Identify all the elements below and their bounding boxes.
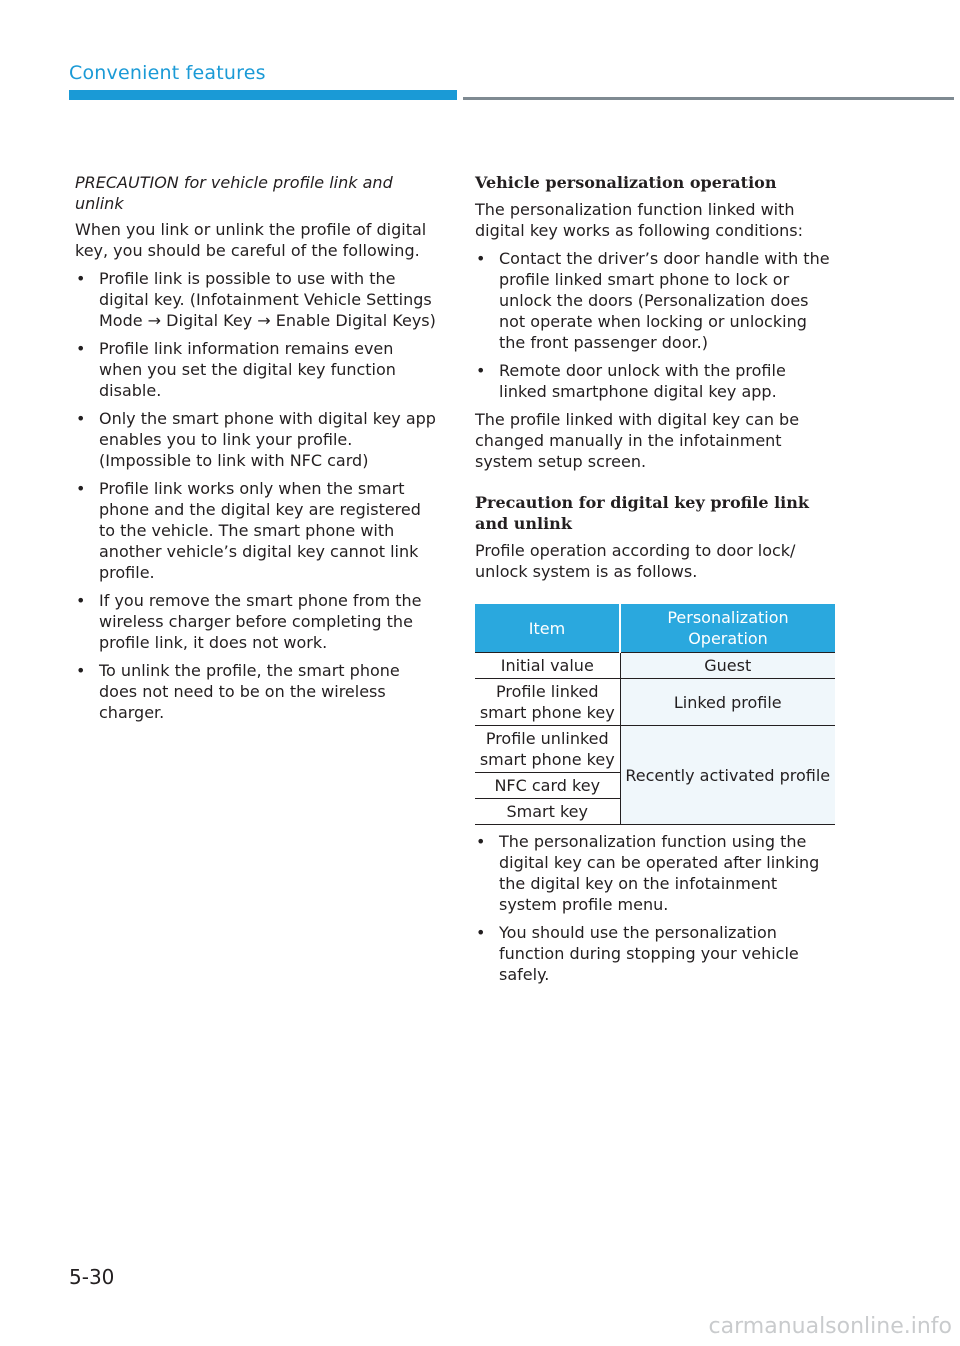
bullet-icon: • — [476, 249, 486, 268]
caution-list — [75, 268, 437, 723]
heading-precaution-profile-link: Precaution for digital key profile link and unlink — [475, 493, 809, 533]
profile-operation-intro: Profile operation according to door lock/ unlock system is as follows. — [475, 541, 796, 581]
list-item — [475, 248, 837, 353]
bullet-icon: • — [476, 361, 486, 380]
bullet-icon: • — [76, 339, 86, 358]
list-item — [75, 478, 437, 583]
list-item — [475, 922, 837, 985]
list-item-text: To unlink the profile, the smart phone does not need to be on the wireless charger. — [99, 661, 400, 722]
list-item-text: Only the smart phone with digital key app enables you to link your profile. (Impossible to link with NFC card) — [99, 409, 436, 470]
watermark: carmanualsonline.info — [708, 1314, 952, 1339]
bullet-icon: • — [476, 832, 486, 851]
caution-title: PRECAUTION for vehicle profile link and unlink — [75, 173, 393, 213]
right-column — [475, 172, 837, 992]
table-cell-item: Profile unlinked smart phone key — [475, 726, 620, 773]
list-item-text: If you remove the smart phone from the wireless charger before completing the profile link, it does not work. — [99, 591, 422, 652]
left-column — [75, 172, 437, 730]
table-cell-operation: Guest — [620, 653, 835, 679]
table-cell-item: Initial value — [475, 653, 620, 679]
table-row — [475, 726, 835, 773]
list-item — [75, 660, 437, 723]
personalization-intro: The personalization function linked with digital key works as following conditions: — [475, 200, 803, 240]
personalization-notes-list — [475, 831, 837, 985]
manual-change-note: The profile linked with digital key can be changed manually in the infotainment system setup screen. — [475, 410, 800, 471]
table-cell-operation: Recently activated profile — [620, 726, 835, 825]
profile-operation-table — [475, 604, 835, 825]
header-accent-bar — [69, 90, 457, 100]
list-item-text: The personalization function using the digital key can be operated after linking the digital key on the infotainment system profile menu. — [499, 832, 820, 914]
list-item — [475, 831, 837, 915]
list-item-text: Profile link works only when the smart phone and the digital key are registered to the vehicle. The smart phone with another vehicle’s digital key cannot link profile. — [99, 479, 421, 582]
table-row — [475, 679, 835, 726]
bullet-icon: • — [76, 269, 86, 288]
table-row — [475, 653, 835, 679]
list-item-text: Profile link information remains even when you set the digital key function disable. — [99, 339, 396, 400]
table-header-row — [475, 604, 835, 653]
table-cell-item: Smart key — [475, 799, 620, 825]
caution-intro: When you link or unlink the profile of digital key, you should be careful of the following. — [75, 220, 427, 260]
header-divider-line — [463, 97, 954, 100]
list-item-text: Profile link is possible to use with the digital key. (Infotainment Vehicle Settings Mode → Digital Key → Enable Digital Keys) — [99, 269, 436, 330]
heading-personalization-operation: Vehicle personalization operation — [475, 173, 777, 192]
list-item — [75, 590, 437, 653]
bullet-icon: • — [76, 479, 86, 498]
bullet-icon: • — [476, 923, 486, 942]
bullet-icon: • — [76, 409, 86, 428]
list-item — [75, 338, 437, 401]
table-cell-item: Profile linked smart phone key — [475, 679, 620, 726]
list-item-text: Contact the driver’s door handle with the profile linked smart phone to lock or unlock the doors (Personalization does not operate when locking or unlocking the front passenger door.) — [499, 249, 830, 352]
conditions-list — [475, 248, 837, 402]
list-item-text: You should use the personalization function during stopping your vehicle safely. — [499, 923, 799, 984]
column-header-operation: Personalization Operation — [620, 604, 835, 653]
page-number: 5-30 — [69, 1265, 115, 1289]
section-title: Convenient features — [69, 62, 266, 84]
list-item — [75, 268, 437, 331]
list-item-text: Remote door unlock with the profile linked smartphone digital key app. — [499, 361, 786, 401]
bullet-icon: • — [76, 661, 86, 680]
list-item — [475, 360, 837, 402]
list-item — [75, 408, 437, 471]
table-cell-operation: Linked profile — [620, 679, 835, 726]
table-cell-item: NFC card key — [475, 773, 620, 799]
bullet-icon: • — [76, 591, 86, 610]
column-header-item: Item — [475, 604, 620, 653]
